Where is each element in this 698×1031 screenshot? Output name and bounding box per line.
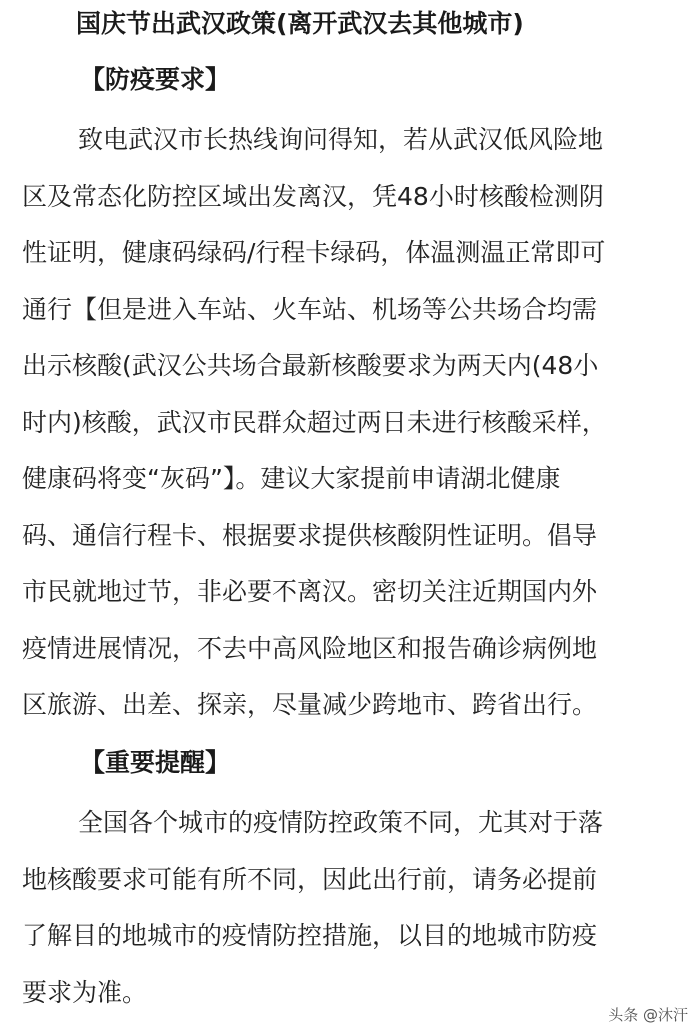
section-heading-important-reminder: 【重要提醒】 [80, 748, 231, 777]
article-title: 国庆节出武汉政策(离开武汉去其他城市) [76, 9, 524, 38]
text-line: 出示核酸(武汉公共场合最新核酸要求为两天内(48小 [22, 351, 599, 380]
source-watermark: 头条 @沐汗 [608, 1006, 688, 1024]
text-line: 全国各个城市的疫情防控政策不同，尤其对于落 [78, 808, 604, 837]
text-line: 码、通信行程卡、根据要求提供核酸阴性证明。倡导 [22, 520, 598, 550]
text-line: 区及常态化防控区域出发离汉，凭48小时核酸检测阴 [22, 181, 604, 211]
text-line: 地核酸要求可能有所不同，因此出行前，请务必提前 [22, 864, 598, 894]
paragraph-epidemic-requirements [22, 112, 682, 734]
section-heading-epidemic-requirements: 【防疫要求】 [80, 65, 231, 94]
text-line: 了解目的地城市的疫情防控措施，以目的地城市防疫 [22, 921, 598, 950]
text-line: 时内)核酸，武汉市民群众超过两日未进行核酸采样， [22, 407, 607, 437]
paragraph-important-reminder [22, 795, 682, 1021]
text-line: 疫情进展情况，不去中高风险地区和报告确诊病例地 [22, 633, 598, 663]
text-line: 区旅游、出差、探亲，尽量减少跨地市、跨省出行。 [22, 690, 598, 719]
text-line: 要求为准。 [22, 977, 148, 1007]
text-line: 致电武汉市长热线询问得知，若从武汉低风险地 [78, 125, 604, 154]
text-line: 通行【但是进入车站、火车站、机场等公共场合均需 [22, 294, 598, 324]
text-line: 市民就地过节，非必要不离汉。密切关注近期国内外 [22, 577, 598, 606]
text-line: 性证明，健康码绿码/行程卡绿码，体温测温正常即可 [22, 238, 606, 267]
text-line: 健康码将变“灰码”】。建议大家提前申请湖北健康 [22, 464, 561, 493]
